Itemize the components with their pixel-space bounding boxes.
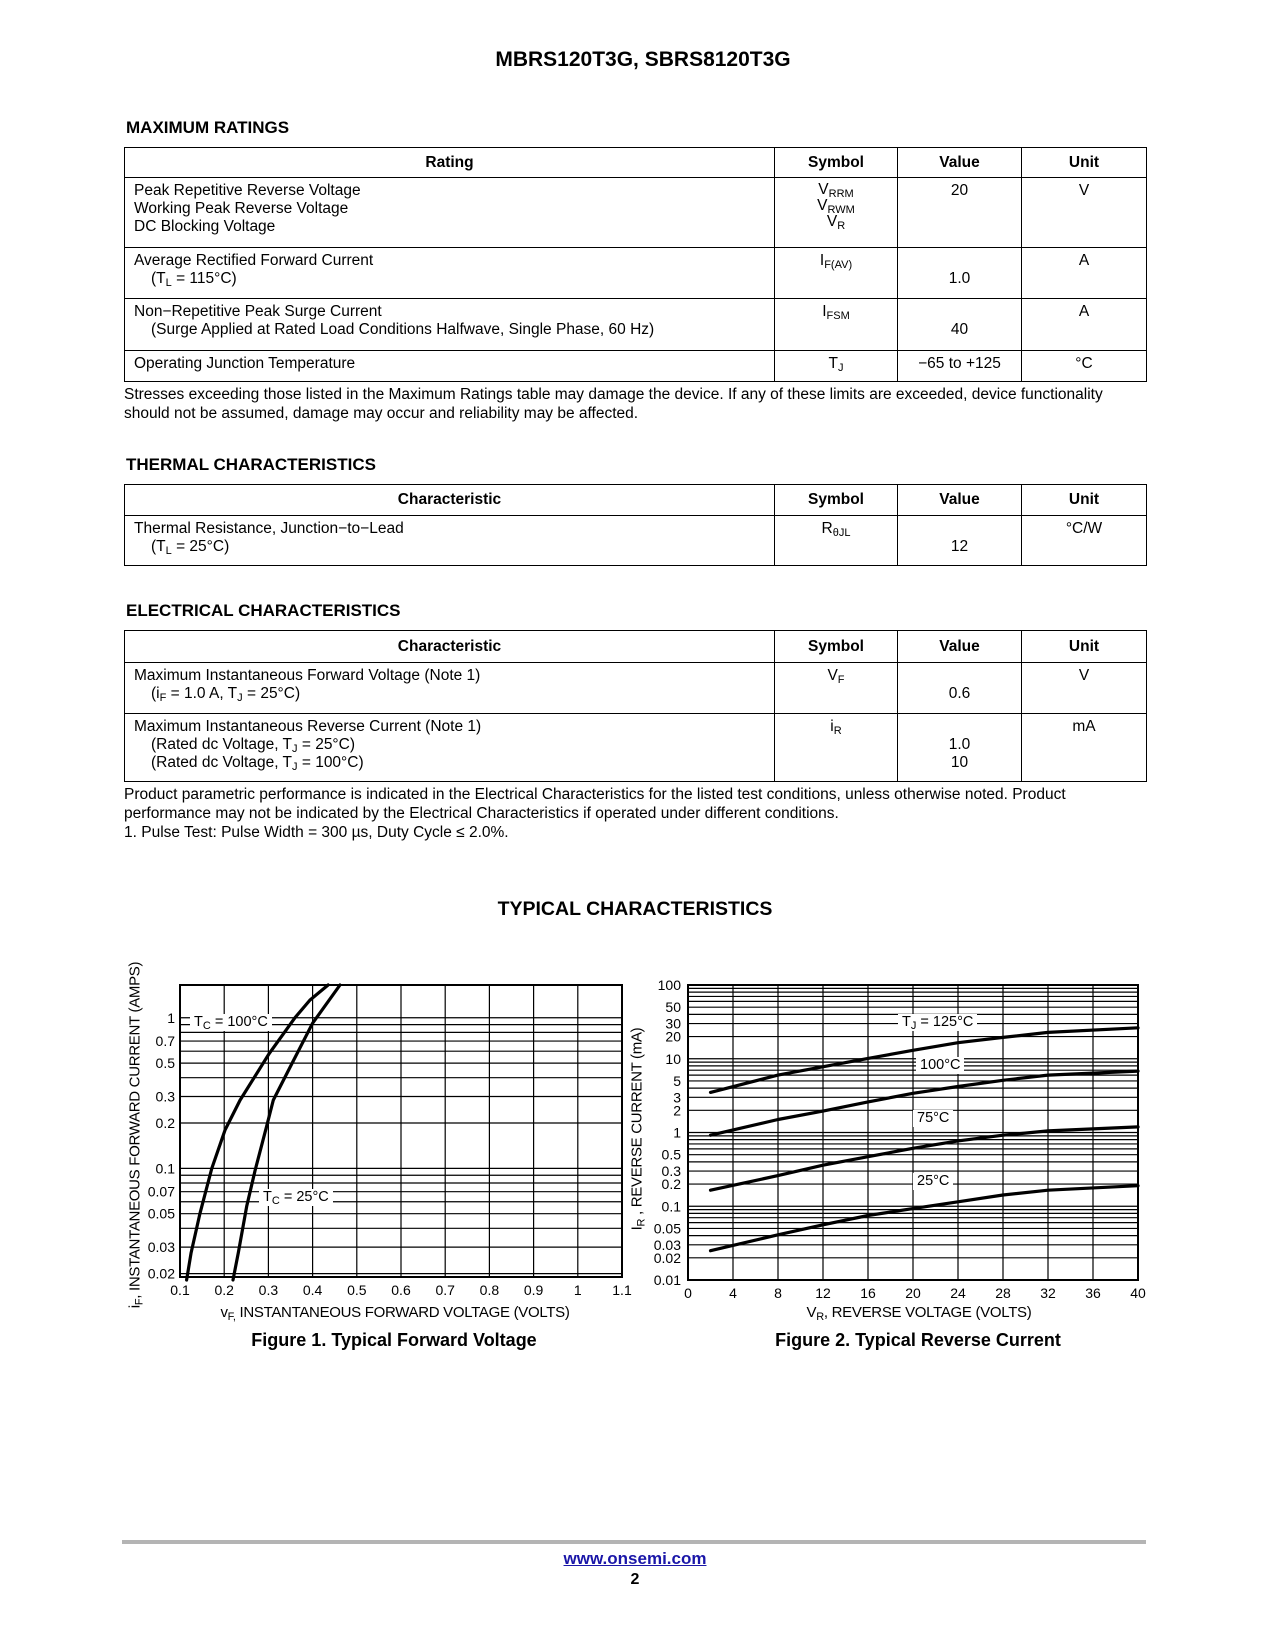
fig2-y-tick-label: 2 (673, 1102, 681, 1119)
figure-2-caption: Figure 2. Typical Reverse Current (775, 1330, 1061, 1350)
fig2-x-tick-label: 40 (1130, 1285, 1146, 1301)
unit-cell: A (1022, 248, 1147, 299)
rating-line: Peak Repetitive Reverse Voltage (134, 182, 361, 199)
fig1-x-tick-label: 0.3 (258, 1282, 279, 1298)
symbol: $V_{RWM}$ (817, 197, 855, 216)
fig1-y-axis-title: $i_F$, INSTANTANEOUS FORWARD CURRENT (AMPS) (126, 961, 146, 1309)
fig2-y-tick-label: 5 (673, 1072, 681, 1089)
fig1-x-tick-label: 0.5 (347, 1282, 367, 1298)
symbol: $V_R$ (826, 213, 846, 232)
website-link[interactable]: www.onsemi.com (563, 1549, 707, 1568)
electrical-heading: ELECTRICAL CHARACTERISTICS (126, 601, 401, 620)
unit-cell: A (1022, 299, 1147, 351)
rating-line: DC Blocking Voltage (134, 218, 276, 235)
symbol-cell: $I_{F(AV)}$ (775, 248, 898, 299)
fig2-y-tick-label: 0.03 (653, 1236, 681, 1253)
fig2-y-tick-label: 1 (673, 1124, 681, 1141)
unit-cell: °C/W (1022, 516, 1147, 566)
fig2-curve-label-25c: 25°C (913, 1173, 953, 1190)
fig2-x-tick-label: 24 (950, 1285, 966, 1301)
unit-cell: V (1022, 178, 1147, 248)
fig1-y-tick-label: 0.02 (147, 1265, 175, 1282)
fig1-y-tick-label: 0.2 (155, 1115, 175, 1132)
fig1-curve-label-100c: $T_C = 100^\circ C$ (190, 1014, 272, 1031)
fig2-x-tick-label: 32 (1040, 1285, 1056, 1301)
typical-characteristics-heading: TYPICAL CHARACTERISTICS (497, 898, 773, 920)
fig2-x-tick-label: 4 (729, 1285, 737, 1301)
fig2-curve-label-100c: 100°C (916, 1057, 964, 1074)
fig2-x-tick-label: 20 (905, 1285, 921, 1301)
thermal-heading: THERMAL CHARACTERISTICS (126, 455, 376, 474)
fig1-y-tick-label: 0.07 (147, 1183, 175, 1200)
unit-cell: °C (1022, 351, 1147, 382)
characteristic-condition: $(T_L = 25^\circ C)$ (151, 538, 230, 557)
fig1-y-tick-label: 0.7 (155, 1033, 175, 1050)
rating-cell: Operating Junction Temperature (125, 351, 775, 382)
fig2-y-tick-label: 0.02 (653, 1249, 681, 1266)
value-cell: 20 (898, 178, 1022, 248)
column-header: Symbol (775, 631, 898, 663)
maximum-ratings-note: Stresses exceeding those listed in the Maximum Ratings table may damage the device. If any of these limits are exceeded, device functionality should not be assumed, damage may occur and reliability may be affected. (124, 386, 1103, 422)
fig1-x-tick-label: 1.1 (612, 1282, 632, 1298)
column-header: Rating (125, 148, 775, 178)
value-cell: 1.0 (898, 248, 1022, 299)
unit-cell: mA (1022, 714, 1147, 782)
symbol-cell: $T_J$ (775, 351, 898, 382)
rating-line: Non−Repetitive Peak Surge Current (134, 303, 382, 320)
fig1-x-tick-label: 0.6 (391, 1282, 411, 1298)
value-cell: −65 to +125 (898, 351, 1022, 382)
characteristic-cell: Maximum Instantaneous Forward Voltage (Note 1) ($i_F = 1.0$ A, $T_J = 25^\circ C$) (125, 663, 775, 714)
rating-condition: $(T_L = 115^\circ C)$ (151, 270, 237, 289)
value-cell: 0.6 (898, 663, 1022, 714)
column-header: Value (898, 148, 1022, 178)
characteristic-condition: (Rated dc Voltage, $T_J = 100^\circ C$) (151, 754, 364, 773)
fig1-y-tick-label: 0.5 (155, 1055, 175, 1072)
column-header: Unit (1022, 148, 1147, 178)
unit-cell: V (1022, 663, 1147, 714)
fig2-y-axis-title: $I_R$ , REVERSE CURRENT (mA) (628, 1027, 648, 1231)
fig1-y-tick-label: 0.3 (155, 1088, 175, 1105)
characteristic-cell: Maximum Instantaneous Reverse Current (Note 1) (Rated dc Voltage, $T_J = 25^\circ C$) (Rated dc Voltage, $T_J = 100^\circ C$) (125, 714, 775, 782)
fig1-x-tick-label: 0.4 (302, 1282, 323, 1298)
fig2-y-tick-label: 30 (665, 1015, 681, 1032)
fig1-y-tick-label: 0.03 (147, 1239, 175, 1256)
rating-condition: (Surge Applied at Rated Load Conditions Halfwave, Single Phase, 60 Hz) (151, 321, 655, 338)
fig2-curve-label-125c: $T_J = 125^\circ C$ (898, 1014, 977, 1031)
fig2-y-tick-label: 0.1 (661, 1198, 681, 1215)
rating-line: Working Peak Reverse Voltage (134, 200, 349, 217)
column-header: Value (898, 631, 1022, 663)
rating-line: Average Rectified Forward Current (134, 252, 374, 269)
fig2-y-tick-label: 0.2 (661, 1176, 681, 1193)
electrical-note: Product parametric performance is indicated in the Electrical Characteristics for the listed test conditions, unless otherwise noted. Product performance may not be indicated by the Electrical Characteristics if operated under different conditions. (124, 786, 1066, 822)
symbol-cell: $V_F$ (775, 663, 898, 714)
column-header: Characteristic (125, 485, 775, 516)
fig1-y-tick-label: 1 (167, 1009, 175, 1026)
fig2-x-tick-label: 0 (684, 1285, 692, 1301)
maximum-ratings-heading: MAXIMUM RATINGS (126, 118, 290, 137)
fig2-y-tick-label: 0.05 (653, 1220, 681, 1237)
fig2-x-tick-label: 12 (815, 1285, 831, 1301)
column-header: Symbol (775, 148, 898, 178)
fig2-y-tick-label: 0.5 (661, 1146, 681, 1163)
column-header: Unit (1022, 631, 1147, 663)
fig2-x-tick-label: 16 (860, 1285, 876, 1301)
fig1-y-tick-label: 0.1 (155, 1160, 175, 1177)
fig1-x-tick-label: 0.7 (435, 1282, 455, 1298)
column-header: Unit (1022, 485, 1147, 516)
characteristic-condition: ($i_F = 1.0$ A, $T_J = 25^\circ C$) (151, 685, 301, 704)
footer-divider (122, 1540, 1146, 1544)
fig1-x-tick-label: 1 (573, 1282, 582, 1298)
fig2-curve-label-75c: 75°C (913, 1110, 953, 1127)
fig2-y-tick-label: 0.3 (661, 1163, 681, 1180)
fig2-y-tick-label: 50 (665, 999, 681, 1016)
value-cell: 40 (898, 299, 1022, 351)
fig2-x-tick-label: 28 (995, 1285, 1011, 1301)
page-number: 2 (630, 1571, 640, 1588)
value-25c: 1.0 (948, 736, 971, 753)
characteristic-cell: Thermal Resistance, Junction−to−Lead $(T_L = 25^\circ C)$ (125, 516, 775, 566)
fig2-x-tick-label: 8 (774, 1285, 782, 1301)
symbol-cell: $i_R$ (775, 714, 898, 782)
symbol-cell: $R_{\theta JL}$ (775, 516, 898, 566)
column-header: Characteristic (125, 631, 775, 663)
fig2-x-tick-label: 36 (1085, 1285, 1101, 1301)
fig2-y-tick-label: 0.01 (653, 1272, 681, 1288)
figure-1-caption: Figure 1. Typical Forward Voltage (251, 1330, 537, 1350)
fig2-x-axis-title: $V_R$, REVERSE VOLTAGE (VOLTS) (806, 1304, 1032, 1323)
column-header: Symbol (775, 485, 898, 516)
document-title: MBRS120T3G, SBRS8120T3G (495, 48, 791, 71)
value-cell: 12 (898, 516, 1022, 566)
fig1-y-tick-label: 0.05 (147, 1205, 175, 1222)
fig1-x-tick-label: 0.1 (170, 1282, 190, 1298)
fig2-y-tick-label: 20 (665, 1028, 681, 1045)
fig1-x-tick-label: 0.2 (214, 1282, 234, 1298)
symbol: $V_{RRM}$ (818, 181, 854, 200)
symbol-cell: $I_{FSM}$ (775, 299, 898, 351)
characteristic-condition: (Rated dc Voltage, $T_J = 25^\circ C$) (151, 736, 355, 755)
fig2-y-tick-label: 3 (673, 1089, 681, 1106)
fig1-x-tick-label: 0.9 (523, 1282, 544, 1298)
fig1-x-axis-title: $v_{F,}$ INSTANTANEOUS FORWARD VOLTAGE (VOLTS) (220, 1304, 570, 1323)
pulse-test-footnote: 1. Pulse Test: Pulse Width = 300 µs, Duty Cycle ≤ 2.0%. (124, 824, 509, 841)
fig1-curve-label-25c: $T_C = 25^\circ C$ (259, 1189, 333, 1206)
fig2-y-tick-label: 10 (665, 1050, 681, 1067)
value-100c: 10 (950, 754, 969, 771)
fig2-y-tick-label: 100 (657, 977, 681, 993)
column-header: Value (898, 485, 1022, 516)
fig1-x-tick-label: 0.8 (479, 1282, 500, 1298)
